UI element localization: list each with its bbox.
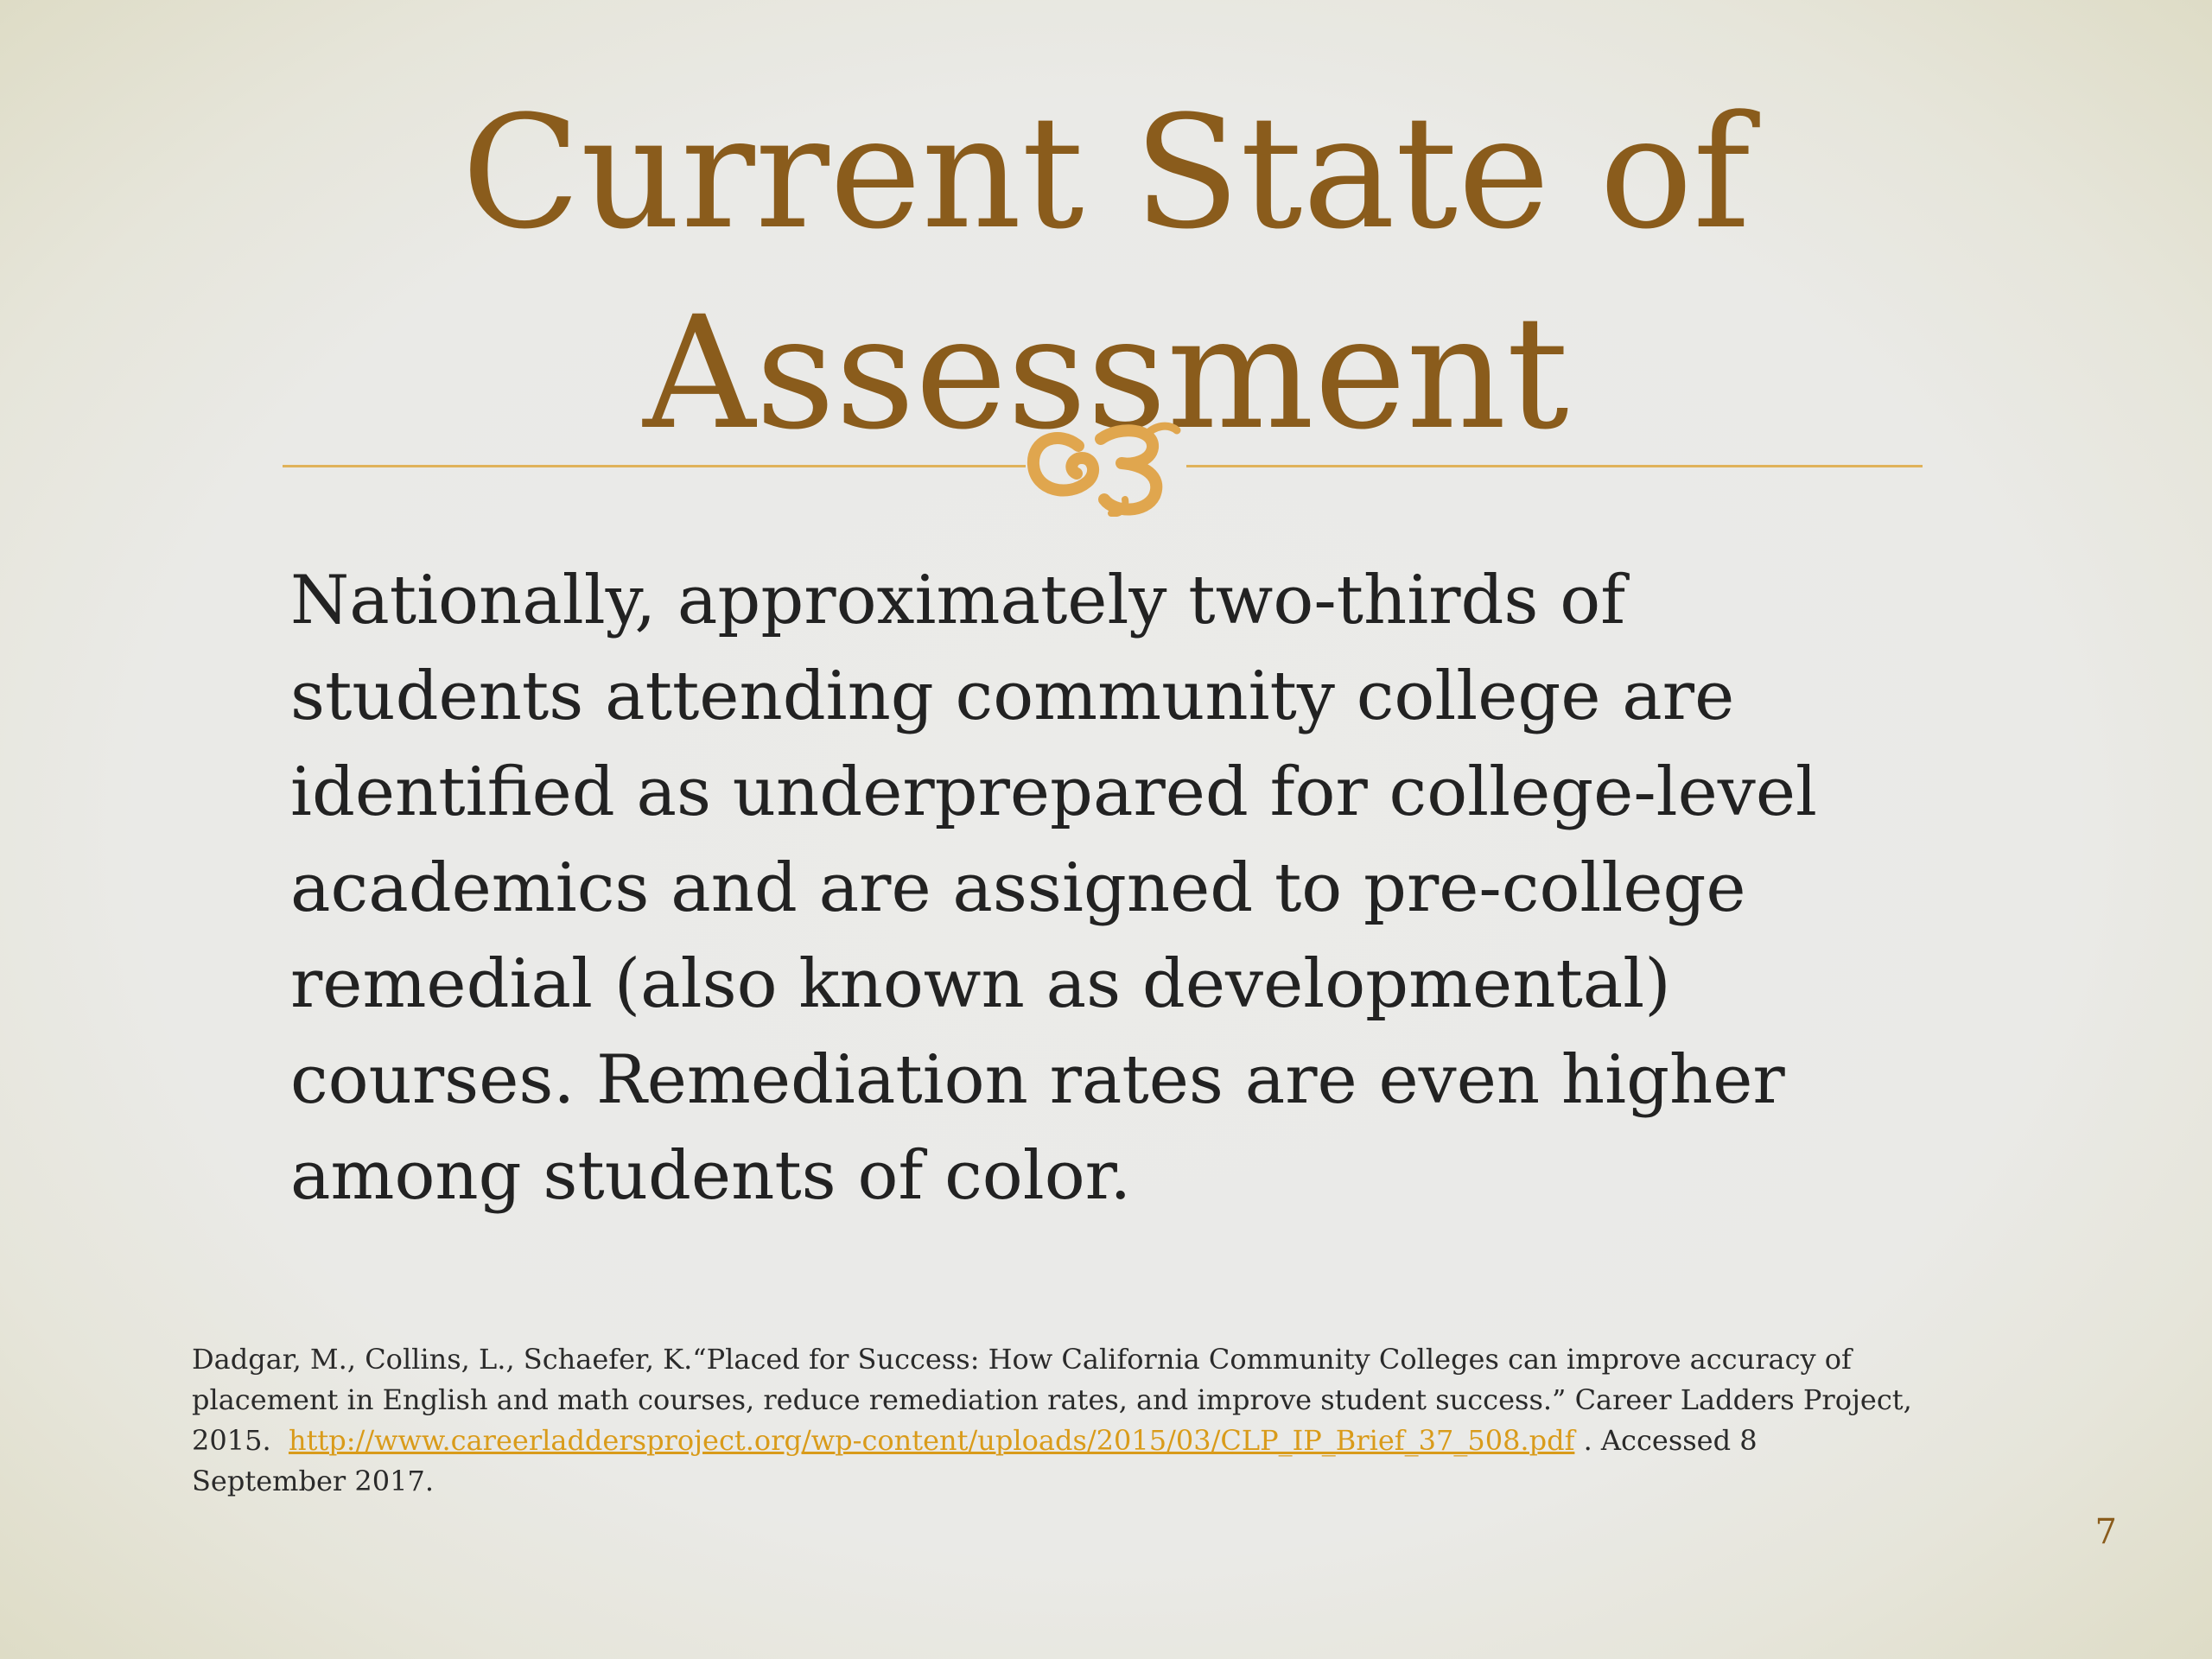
body-line: Nationally, approximately two-thirds of [290,562,1626,639]
citation-line-1: Dadgar, M., Collins, L., Schaefer, K.“Placed for Success: How California Community Colleges can improve accuracy of [192,1343,1852,1376]
slide-title-line-1: Current State of [461,83,1751,264]
citation-line-3 [192,1421,2024,1461]
citation-line-2: placement in English and math courses, reduce remediation rates, and improve student success.” Career Ladders Project, [192,1383,1912,1416]
citation [192,1339,2024,1502]
body-paragraph [290,553,1984,1224]
title-divider-left [283,465,1026,467]
body-line: students attending community college are [290,658,1735,735]
citation-accessed: . Accessed 8 [1574,1424,1758,1457]
body-line: remedial (also known as developmental) [290,945,1671,1023]
flourish-icon [1025,413,1187,517]
body-line: academics and are assigned to pre-college [290,849,1746,927]
citation-line-4: September 2017. [192,1465,434,1497]
title-divider-right [1186,465,1923,467]
body-line: identified as underprepared for college-level [290,753,1817,831]
slide-title-line-2: Assessment [643,283,1569,464]
citation-link[interactable]: http://www.careerladdersproject.org/wp-content/uploads/2015/03/CLP_IP_Brief_37_508.pdf [288,1424,1575,1457]
citation-year: 2015. [192,1424,289,1457]
body-line: among students of color. [290,1137,1132,1215]
page-number: 7 [2094,1512,2117,1552]
body-line: courses. Remediation rates are even higher [290,1041,1785,1119]
